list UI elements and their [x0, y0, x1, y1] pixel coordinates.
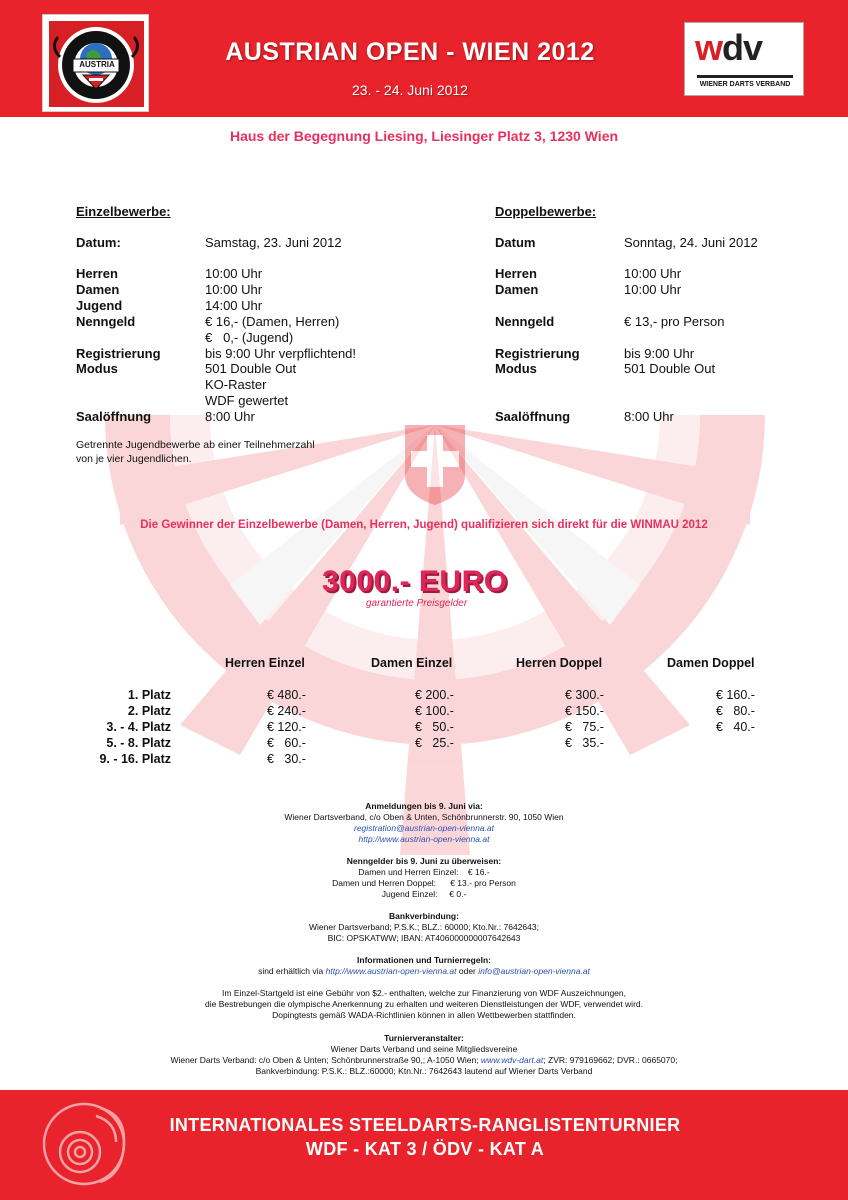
veranstalter-heading: Turnierveranstalter: — [384, 1033, 464, 1043]
anmeldung-address: Wiener Dartsverband, c/o Oben & Unten, Schönbrunnerstr. 90, 1050 Wien — [284, 812, 564, 822]
doppel-heading: Doppelbewerbe: — [495, 204, 597, 219]
veranstalter-line: Wiener Darts Verband: c/o Oben & Unten; Schönbrunnerstraße 90,; A-1050 Wien; www.wdv-dart.at; ZVR: 979169662; DVR.: 0665070; — [170, 1055, 678, 1065]
einzel-value: 501 Double Out — [205, 361, 297, 376]
registration-email-link[interactable]: registration@austrian-open-vienna.at — [354, 823, 494, 833]
doppel-label: Damen — [495, 282, 539, 297]
doppel-value: bis 9:00 Uhr — [624, 346, 695, 361]
prize-amount: € 240.- — [267, 704, 306, 718]
veranstalter-line: Bankverbindung: P.S.K.: BLZ.:60000; Ktn.Nr.: 7642643 lautend auf Wiener Darts Verband — [255, 1066, 593, 1076]
prize-amount: € 30.- — [267, 752, 306, 766]
doppel-label: Datum — [495, 235, 536, 250]
einzel-value: Samstag, 23. Juni 2012 — [205, 235, 342, 250]
einzel-value: 14:00 Uhr — [205, 298, 263, 313]
oedv-logo-icon — [40, 1094, 136, 1190]
prize-amount: € 300.- — [565, 688, 604, 702]
prize-amount: € 75.- — [565, 720, 604, 734]
col-damen-doppel: Damen Doppel — [667, 656, 755, 670]
doppel-value: 8:00 Uhr — [624, 409, 674, 424]
nenngeld-line: Jugend Einzel: € 0.- — [381, 889, 467, 899]
prize-amount: € 25.- — [415, 736, 454, 750]
doppel-label: Herren — [495, 266, 537, 281]
col-herren-doppel: Herren Doppel — [516, 656, 603, 670]
prize-amount: € 100.- — [415, 704, 454, 718]
anmeldung-heading: Anmeldungen bis 9. Juni via: — [365, 801, 483, 811]
einzel-value: KO-Raster — [205, 377, 267, 392]
col-damen-einzel: Damen Einzel — [371, 656, 453, 670]
prize-amount: € 200.- — [415, 688, 454, 702]
event-dates: 23. - 24. Juni 2012 — [352, 82, 468, 98]
regeln-heading: Informationen und Turnierregeln: — [357, 955, 491, 965]
dartboard-watermark-icon — [100, 395, 770, 865]
nenngeld-line: Damen und Herren Einzel: € 16.- — [358, 867, 490, 877]
doppel-value: 501 Double Out — [624, 361, 716, 376]
regeln-line: sind erhältlich via http://www.austrian-open-vienna.at oder info@austrian-open-vienna.at — [258, 966, 590, 976]
prize-amount: € 50.- — [415, 720, 454, 734]
veranstalter-line: Wiener Darts Verband und seine Mitgliedsvereine — [330, 1044, 518, 1054]
doppel-label: Modus — [495, 361, 537, 376]
footer-tournament-type: INTERNATIONALES STEELDARTS-RANGLISTENTURNIER — [169, 1115, 681, 1135]
place-label: 1. Platz — [127, 688, 171, 702]
place-label: 3. - 4. Platz — [106, 720, 171, 734]
einzel-value: WDF gewertet — [205, 393, 289, 408]
place-label: 2. Platz — [127, 704, 171, 718]
doppel-label: Registrierung — [495, 346, 580, 361]
prize-amount: € 35.- — [565, 736, 604, 750]
einzel-label: Modus — [76, 361, 118, 376]
einzel-heading: Einzelbewerbe: — [76, 204, 171, 219]
einzel-value: 8:00 Uhr — [205, 409, 255, 424]
winmau-qualification: Die Gewinner der Einzelbewerbe (Damen, Herren, Jugend) qualifizieren sich direkt für die WINMAU 2012 — [140, 519, 708, 531]
col-herren-einzel: Herren Einzel — [225, 656, 305, 670]
rules-website-link[interactable]: http://www.austrian-open-vienna.at — [325, 966, 457, 976]
nenngeld-heading: Nenngelder bis 9. Juni zu überweisen: — [346, 856, 502, 866]
doppel-label: Nenngeld — [495, 314, 555, 329]
footer-category: WDF - KAT 3 / ÖDV - KAT A — [305, 1139, 545, 1159]
wdf-fee-line: Im Einzel-Startgeld ist eine Gebühr von $2.- enthalten, welche zur Finanzierung von WDF Auszeichnungen, — [222, 988, 626, 998]
prize-amount: € 40.- — [716, 720, 755, 734]
venue-address: Haus der Begegnung Liesing, Liesinger Platz 3, 1230 Wien — [229, 128, 619, 144]
dart-line-icon — [697, 75, 793, 78]
einzel-value: bis 9:00 Uhr verpflichtend! — [205, 346, 357, 361]
wdv-logo-subtitle: WIENER DARTS VERBAND — [699, 81, 791, 88]
prize-subtitle: garantierte Preisgelder — [366, 598, 468, 609]
prize-amount: € 60.- — [267, 736, 306, 750]
bank-line: BIC: OPSKATWW; IBAN: AT406000000007642643 — [327, 933, 521, 943]
einzel-label: Jugend — [76, 298, 123, 313]
jugend-note: von je vier Jugendlichen. — [76, 453, 192, 465]
wdf-fee-line: Dopingtests gemäß WADA-Richtlinien können in allen Wettbewerben stattfinden. — [272, 1010, 576, 1020]
wdv-website-link[interactable]: www.wdv-dart.at — [480, 1055, 544, 1065]
einzel-label: Herren — [76, 266, 118, 281]
einzel-label: Nenngeld — [76, 314, 136, 329]
website-link[interactable]: http://www.austrian-open-vienna.at — [358, 834, 490, 844]
prize-amount: € 160.- — [716, 688, 755, 702]
einzel-label: Saalöffnung — [76, 409, 152, 424]
nenngeld-line: Damen und Herren Doppel: € 13.- pro Person — [332, 878, 516, 888]
prize-amount: € 80.- — [716, 704, 755, 718]
einzel-label: Damen — [76, 282, 120, 297]
page-title: AUSTRIAN OPEN - WIEN 2012 — [225, 38, 595, 66]
prize-total: 3000.- EURO — [322, 565, 508, 598]
bank-line: Wiener Dartsverband; P.S.K.; BLZ.: 60000; Kto.Nr.: 7642643; — [309, 922, 539, 932]
einzel-value: 10:00 Uhr — [205, 266, 263, 281]
prize-amount: € 120.- — [267, 720, 306, 734]
doppel-value: Sonntag, 24. Juni 2012 — [624, 235, 758, 250]
place-label: 9. - 16. Platz — [99, 752, 171, 766]
jugend-note: Getrennte Jugendbewerbe ab einer Teilnehmerzahl — [76, 439, 315, 451]
doppel-label: Saalöffnung — [495, 409, 571, 424]
wdv-logo-text: wdv — [695, 27, 763, 68]
einzel-label: Registrierung — [76, 346, 161, 361]
place-label: 5. - 8. Platz — [106, 736, 171, 750]
einzel-value: 10:00 Uhr — [205, 282, 263, 297]
wdf-fee-line: die Bestrebungen die olympische Anerkennung zu erhalten und weiteren Dienstleistungen der WDF, verwendet wird. — [204, 999, 643, 1009]
einzel-value: € 16,- (Damen, Herren) — [205, 314, 340, 329]
wdv-logo — [684, 22, 804, 96]
prize-amount: € 480.- — [267, 688, 306, 702]
einzel-label: Datum: — [76, 235, 121, 250]
wdf-austria-logo — [42, 14, 149, 112]
bank-heading: Bankverbindung: — [389, 911, 459, 921]
prize-amount: € 150.- — [565, 704, 604, 718]
doppel-value: 10:00 Uhr — [624, 282, 682, 297]
einzel-value: € 0,- (Jugend) — [205, 330, 294, 345]
doppel-value: 10:00 Uhr — [624, 266, 682, 281]
info-email-link[interactable]: info@austrian-open-vienna.at — [478, 966, 590, 976]
doppel-value: € 13,- pro Person — [624, 314, 725, 329]
logo-austria-text: AUSTRIA — [79, 60, 115, 69]
